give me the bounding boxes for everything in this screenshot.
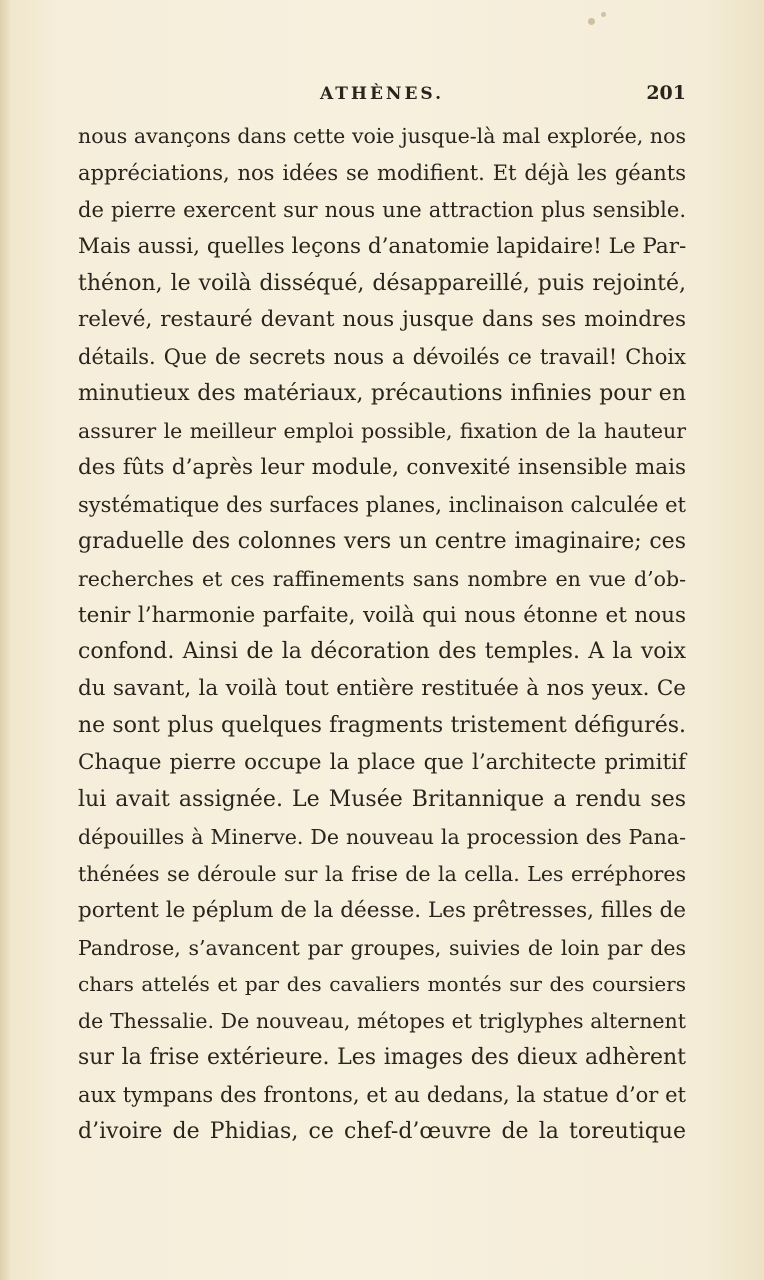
text-line: assurer le meilleur emploi possible, fixation de la hauteur <box>78 419 686 444</box>
text-line: portent le péplum de la déesse. Les prêtresses, filles de <box>78 897 686 923</box>
text-line: lui avait assignée. Le Musée Britannique a rendu ses <box>78 787 686 813</box>
ink-speck <box>601 12 606 17</box>
text-line: recherches et ces raffinements sans nombre en vue d’ob- <box>78 566 686 591</box>
text-line: des fûts d’après leur module, convexité insensible mais <box>78 455 686 481</box>
text-line: Pandrose, s’avancent par groupes, suivies de loin par des <box>78 935 686 960</box>
body-text <box>78 118 686 1151</box>
text-line: du savant, la voilà tout entière restituée à nos yeux. Ce <box>78 676 686 702</box>
text-line: nous avançons dans cette voie jusque-là mal explorée, nos <box>78 124 686 148</box>
text-line: appréciations, nos idées se modifient. Et déjà les géants <box>78 160 686 185</box>
text-line: tenir l’harmonie parfaite, voilà qui nous étonne et nous <box>78 602 686 628</box>
text-line: Mais aussi, quelles leçons d’anatomie lapidaire! Le Par- <box>78 233 687 259</box>
text-line: systématique des surfaces planes, inclinaison calculée et <box>78 492 686 517</box>
text-line: relevé, restauré devant nous jusque dans ses moindres <box>78 307 686 333</box>
text-line: dépouilles à Minerve. De nouveau la procession des Pana- <box>78 824 686 849</box>
text-line: Chaque pierre occupe la place que l’architecte primitif <box>78 750 686 776</box>
ink-speck <box>588 18 595 25</box>
text-line: ne sont plus quelques fragments tristement défigurés. <box>78 713 686 739</box>
text-line: graduelle des colonnes vers un centre imaginaire; ces <box>78 528 686 554</box>
page-gutter <box>0 0 10 1280</box>
text-line: confond. Ainsi de la décoration des temples. A la voix <box>78 639 686 665</box>
page-number: 201 <box>646 82 686 104</box>
text-line: de pierre exercent sur nous une attraction plus sensible. <box>78 197 686 222</box>
text-line: chars attelés et par des cavaliers montés sur des coursiers <box>78 972 686 997</box>
text-line: de Thessalie. De nouveau, métopes et triglyphes alternent <box>78 1009 686 1034</box>
text-line: sur la frise extérieure. Les images des dieux adhèrent <box>78 1045 686 1071</box>
text-line: détails. Que de secrets nous a dévoilés ce travail! Choix <box>78 345 686 370</box>
text-line: d’ivoire de Phidias, ce chef-d’œuvre de la toreutique <box>78 1119 686 1145</box>
text-line: thénées se déroule sur la frise de la cella. Les erréphores <box>78 861 686 886</box>
running-title: ATHÈNES. <box>319 84 445 104</box>
running-header <box>78 82 686 112</box>
text-line: thénon, le voilà disséqué, désappareillé, puis rejointé, <box>78 270 686 296</box>
text-line: minutieux des matériaux, précautions infinies pour en <box>78 381 686 407</box>
text-line: aux tympans des frontons, et au dedans, la statue d’or et <box>78 1083 686 1108</box>
